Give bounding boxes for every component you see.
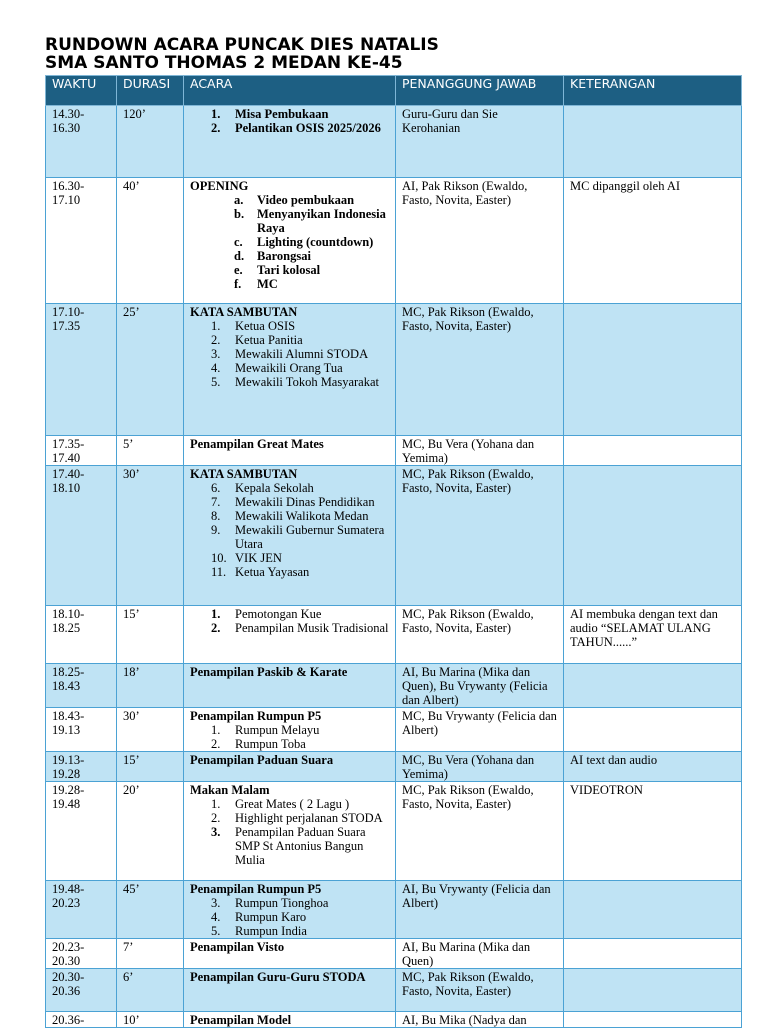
- document-title-line-1: RUNDOWN ACARA PUNCAK DIES NATALIS: [45, 35, 439, 55]
- cell-durasi: 45’: [117, 881, 184, 939]
- cell-keterangan: AI text dan audio: [564, 752, 742, 782]
- table-row: [46, 664, 742, 708]
- acara-title: Penampilan Guru-Guru STODA: [190, 970, 366, 984]
- document-page: [45, 36, 741, 1028]
- cell-durasi: 5’: [117, 436, 184, 466]
- cell-penanggung-jawab: AI, Pak Rikson (Ewaldo, Fasto, Novita, Easter): [396, 178, 564, 304]
- cell-keterangan: [564, 1012, 742, 1028]
- cell-waktu: 18.25-18.43: [46, 664, 117, 708]
- cell-durasi: 30’: [117, 466, 184, 606]
- cell-penanggung-jawab: AI, Bu Marina (Mika dan Quen), Bu Vrywanty (Felicia dan Albert): [396, 664, 564, 708]
- list-item: 1. Rumpun Melayu: [211, 723, 320, 737]
- acara-list: [190, 481, 389, 579]
- cell-penanggung-jawab: MC, Pak Rikson (Ewaldo, Fasto, Novita, Easter): [396, 782, 564, 881]
- acara-list: [190, 193, 389, 291]
- table-row: [46, 1012, 742, 1028]
- cell-durasi: 6’: [117, 969, 184, 1012]
- cell-acara: [184, 178, 396, 304]
- cell-waktu: 20.36-: [46, 1012, 117, 1028]
- cell-durasi: 15’: [117, 752, 184, 782]
- header-acara: ACARA: [184, 76, 396, 106]
- cell-acara: [184, 969, 396, 1012]
- header-penanggung-jawab: PENANGGUNG JAWAB: [396, 76, 564, 106]
- list-item: f. MC: [234, 277, 278, 291]
- cell-keterangan: [564, 106, 742, 178]
- cell-keterangan: [564, 881, 742, 939]
- table-header-row: [46, 76, 742, 106]
- cell-penanggung-jawab: MC, Bu Vera (Yohana dan Yemima): [396, 436, 564, 466]
- cell-acara: [184, 664, 396, 708]
- list-item: 1. Great Mates ( 2 Lagu ): [211, 797, 350, 811]
- list-item: 4. Rumpun Karo: [211, 910, 307, 924]
- list-item: 5. Mewakili Tokoh Masyarakat: [211, 375, 380, 389]
- cell-acara: [184, 782, 396, 881]
- acara-list: [190, 107, 389, 135]
- cell-acara: [184, 106, 396, 178]
- cell-durasi: 25’: [117, 304, 184, 436]
- cell-acara: [184, 752, 396, 782]
- cell-penanggung-jawab: AI, Bu Marina (Mika dan Quen): [396, 939, 564, 969]
- cell-waktu: 17.35-17.40: [46, 436, 117, 466]
- cell-durasi: 15’: [117, 606, 184, 664]
- cell-durasi: 18’: [117, 664, 184, 708]
- list-item: 9. Mewakili Gubernur Sumatera Utara: [211, 523, 385, 551]
- acara-title: Penampilan Rumpun P5: [190, 709, 322, 723]
- cell-durasi: 30’: [117, 708, 184, 752]
- list-item: b. Menyanyikan Indonesia Raya: [234, 207, 386, 235]
- list-item: 3. Rumpun Tionghoa: [211, 896, 329, 910]
- cell-keterangan: [564, 939, 742, 969]
- cell-waktu: 19.28-19.48: [46, 782, 117, 881]
- list-item: 1. Misa Pembukaan: [211, 107, 329, 121]
- table-row: [46, 782, 742, 881]
- list-item: 10. VIK JEN: [211, 551, 282, 565]
- cell-penanggung-jawab: MC, Bu Vera (Yohana dan Yemima): [396, 752, 564, 782]
- table-row: [46, 178, 742, 304]
- list-item: 1. Ketua OSIS: [211, 319, 296, 333]
- list-item: e. Tari kolosal: [234, 263, 321, 277]
- cell-keterangan: MC dipanggil oleh AI: [564, 178, 742, 304]
- cell-acara: [184, 939, 396, 969]
- acara-title: Makan Malam: [190, 783, 270, 797]
- cell-waktu: 16.30-17.10: [46, 178, 117, 304]
- cell-keterangan: [564, 969, 742, 1012]
- cell-durasi: 10’: [117, 1012, 184, 1028]
- header-durasi: DURASI: [117, 76, 184, 106]
- cell-penanggung-jawab: MC, Pak Rikson (Ewaldo, Fasto, Novita, Easter): [396, 466, 564, 606]
- table-row: [46, 939, 742, 969]
- cell-waktu: 18.43-19.13: [46, 708, 117, 752]
- cell-waktu: 19.48-20.23: [46, 881, 117, 939]
- cell-waktu: 18.10-18.25: [46, 606, 117, 664]
- list-item: 7. Mewakili Dinas Pendidikan: [211, 495, 375, 509]
- list-item: 2. Rumpun Toba: [211, 737, 306, 751]
- table-row: [46, 304, 742, 436]
- cell-durasi: 7’: [117, 939, 184, 969]
- cell-acara: [184, 606, 396, 664]
- header-waktu: WAKTU: [46, 76, 117, 106]
- cell-keterangan: [564, 304, 742, 436]
- cell-waktu: 14.30-16.30: [46, 106, 117, 178]
- acara-title: Penampilan Paduan Suara: [190, 753, 334, 767]
- cell-penanggung-jawab: MC, Pak Rikson (Ewaldo, Fasto, Novita, Easter): [396, 606, 564, 664]
- cell-keterangan: [564, 708, 742, 752]
- list-item: 4. Mewaikili Orang Tua: [211, 361, 343, 375]
- table-row: [46, 606, 742, 664]
- acara-list: [190, 607, 389, 635]
- cell-waktu: 17.40-18.10: [46, 466, 117, 606]
- cell-penanggung-jawab: MC, Pak Rikson (Ewaldo, Fasto, Novita, Easter): [396, 304, 564, 436]
- list-item: 2. Penampilan Musik Tradisional: [211, 621, 389, 635]
- acara-title: KATA SAMBUTAN: [190, 305, 298, 319]
- list-item: c. Lighting (countdown): [234, 235, 374, 249]
- table-row: [46, 466, 742, 606]
- rundown-table: [45, 75, 742, 1028]
- list-item: 8. Mewakili Walikota Medan: [211, 509, 369, 523]
- acara-title: Penampilan Great Mates: [190, 437, 324, 451]
- cell-penanggung-jawab: AI, Bu Vrywanty (Felicia dan Albert): [396, 881, 564, 939]
- list-item: d. Barongsai: [234, 249, 311, 263]
- cell-durasi: 120’: [117, 106, 184, 178]
- cell-durasi: 20’: [117, 782, 184, 881]
- cell-waktu: 19.13-19.28: [46, 752, 117, 782]
- acara-title: Penampilan Model: [190, 1013, 292, 1027]
- header-keterangan: KETERANGAN: [564, 76, 742, 106]
- cell-waktu: 20.30-20.36: [46, 969, 117, 1012]
- list-item: 2. Highlight perjalanan STODA: [211, 811, 383, 825]
- table-row: [46, 752, 742, 782]
- list-item: a. Video pembukaan: [234, 193, 355, 207]
- cell-acara: [184, 1012, 396, 1028]
- list-item: 2. Pelantikan OSIS 2025/2026: [211, 121, 381, 135]
- acara-list: [190, 319, 389, 389]
- acara-title: KATA SAMBUTAN: [190, 467, 298, 481]
- acara-list: [190, 723, 389, 751]
- cell-acara: [184, 304, 396, 436]
- document-title-line-2: SMA SANTO THOMAS 2 MEDAN KE-45: [45, 53, 403, 73]
- cell-acara: [184, 708, 396, 752]
- cell-keterangan: [564, 436, 742, 466]
- cell-waktu: 17.10-17.35: [46, 304, 117, 436]
- cell-penanggung-jawab: AI, Bu Mika (Nadya dan: [396, 1012, 564, 1028]
- cell-penanggung-jawab: MC, Pak Rikson (Ewaldo, Fasto, Novita, Easter): [396, 969, 564, 1012]
- table-row: [46, 708, 742, 752]
- cell-keterangan: [564, 664, 742, 708]
- cell-durasi: 40’: [117, 178, 184, 304]
- cell-penanggung-jawab: Guru-Guru dan Sie Kerohanian: [396, 106, 564, 178]
- list-item: 1. Pemotongan Kue: [211, 607, 322, 621]
- acara-title: OPENING: [190, 179, 249, 193]
- list-item: 6. Kepala Sekolah: [211, 481, 314, 495]
- cell-keterangan: AI membuka dengan text dan audio “SELAMAT ULANG TAHUN......”: [564, 606, 742, 664]
- list-item: 11. Ketua Yayasan: [211, 565, 310, 579]
- list-item: 3. Mewakili Alumni STODA: [211, 347, 369, 361]
- cell-waktu: 20.23-20.30: [46, 939, 117, 969]
- table-row: [46, 436, 742, 466]
- list-item: 5. Rumpun India: [211, 924, 307, 938]
- cell-keterangan: VIDEOTRON: [564, 782, 742, 881]
- cell-keterangan: [564, 466, 742, 606]
- cell-penanggung-jawab: MC, Bu Vrywanty (Felicia dan Albert): [396, 708, 564, 752]
- acara-title: Penampilan Paskib & Karate: [190, 665, 348, 679]
- cell-acara: [184, 881, 396, 939]
- table-row: [46, 881, 742, 939]
- acara-list: [190, 896, 389, 938]
- table-row: [46, 106, 742, 178]
- cell-acara: [184, 436, 396, 466]
- table-row: [46, 969, 742, 1012]
- cell-acara: [184, 466, 396, 606]
- acara-title: Penampilan Rumpun P5: [190, 882, 322, 896]
- list-item: 3. Penampilan Paduan Suara SMP St Antonius Bangun Mulia: [211, 825, 366, 867]
- acara-title: Penampilan Visto: [190, 940, 285, 954]
- list-item: 2. Ketua Panitia: [211, 333, 303, 347]
- acara-list: [190, 797, 389, 867]
